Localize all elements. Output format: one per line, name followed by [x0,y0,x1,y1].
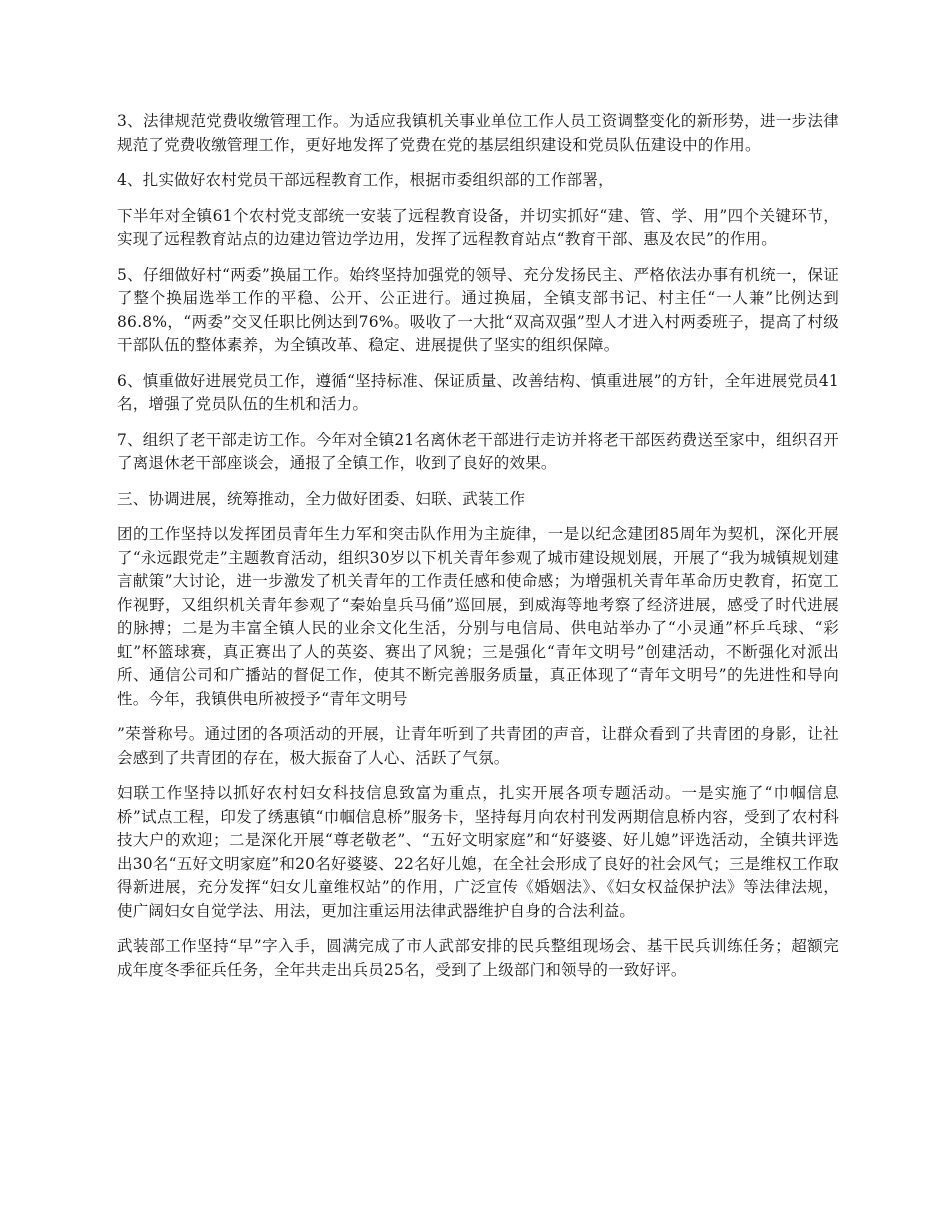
paragraph-womens-federation: 妇联工作坚持以抓好农村妇女科技信息致富为重点，扎实开展各项专题活动。一是实施了“巾帼信息桥”试点工程，印发了绣惠镇“巾帼信息桥”服务卡，坚持每月向农村刊发两期信息桥内容，受到了农村科技大户的欢迎；二是深化开展“尊老敬老”、“五好文明家庭”和“好婆婆、好儿媳”评选活动，全镇共评选出30名“五好文明家庭”和20名好婆婆、22名好儿媳，在全社会形成了良好的社会风气；三是维权工作取得新进展，充分发挥“妇女儿童维权站”的作用，广泛宣传《婚姻法》、《妇女权益保护法》等法律法规，使广阔妇女自觉学法、用法，更加注重运用法律武器维护自身的合法利益。 [117,784,839,920]
paragraph-village-election: 5、仔细做好村“两委”换届工作。始终坚持加强党的领导、充分发扬民主、严格依法办事有机统一，保证了整个换届选举工作的平稳、公开、公正进行。通过换届，全镇支部书记、村主任“一人兼”比例达到86.8%，“两委”交叉任职比例达到76%。吸收了一大批“双高双强”型人才进入村两委班子，提高了村级干部队伍的整体素养，为全镇改革、稳定、进展提供了坚实的组织保障。 [117,265,839,354]
paragraph-party-member-development: 6、慎重做好进展党员工作，遵循“坚持标准、保证质量、改善结构、慎重进展”的方针，全年进展党员41名，增强了党员队伍的生机和活力。 [117,371,839,413]
paragraph-youth-league-continued: ”荣誉称号。通过团的各项活动的开展，让青年听到了共青团的声音，让群众看到了共青团的身影，让社会感到了共青团的存在，极大振奋了人心、活跃了气氛。 [117,725,839,767]
paragraph-armed-forces: 武装部工作坚持“早”字入手，圆满完成了市人武部安排的民兵整组现场会、基干民兵训练任务；超额完成年度冬季征兵任务，全年共走出兵员25名，受到了上级部门和领导的一致好评。 [117,937,839,979]
paragraph-veteran-cadres: 7、组织了老干部走访工作。今年对全镇21名离休老干部进行走访并将老干部医药费送至家中，组织召开了离退休老干部座谈会，通报了全镇工作，收到了良好的效果。 [117,430,839,472]
paragraph-remote-education-detail: 下半年对全镇61个农村党支部统一安装了远程教育设备，并切实抓好“建、管、学、用”四个关键环节，实现了远程教育站点的边建边管边学边用，发挥了远程教育站点“教育干部、惠及农民”的作用。 [117,206,839,248]
paragraph-remote-education-intro: 4、扎实做好农村党员干部远程教育工作，根据市委组织部的工作部署， [117,171,614,189]
document-body [117,110,839,994]
paragraph-party-fee: 3、法律规范党费收缴管理工作。为适应我镇机关事业单位工作人员工资调整变化的新形势，进一步法律规范了党费收缴管理工作，更好地发挥了党费在党的基层组织建设和党员队伍建设中的作用。 [117,112,839,154]
paragraph-youth-league: 团的工作坚持以发挥团员青年生力军和突击队作用为主旋律，一是以纪念建团85周年为契机，深化开展了“永远跟党走”主题教育活动，组织30岁以下机关青年参观了城市建设规划展，开展了“我为城镇规划建言献策”大讨论，进一步激发了机关青年的工作责任感和使命感；为增强机关青年革命历史教育，拓宽工作视野，又组织机关青年参观了“秦始皇兵马俑”巡回展，到威海等地考察了经济进展，感受了时代进展的脉搏；二是为丰富全镇人民的业余文化生活，分别与电信局、供电站举办了“小灵通”杯乒乓球、“彩虹”杯篮球赛，真正赛出了人的英姿、赛出了风貌；三是强化“青年文明号”创建活动，不断强化对派出所、通信公司和广播站的督促工作，使其不断完善服务质量，真正体现了“青年文明号”的先进性和导向性。今年，我镇供电所被授予“青年文明号 [117,525,839,708]
section-heading: 三、协调进展，统筹推动，全力做好团委、妇联、武装工作 [117,489,526,508]
